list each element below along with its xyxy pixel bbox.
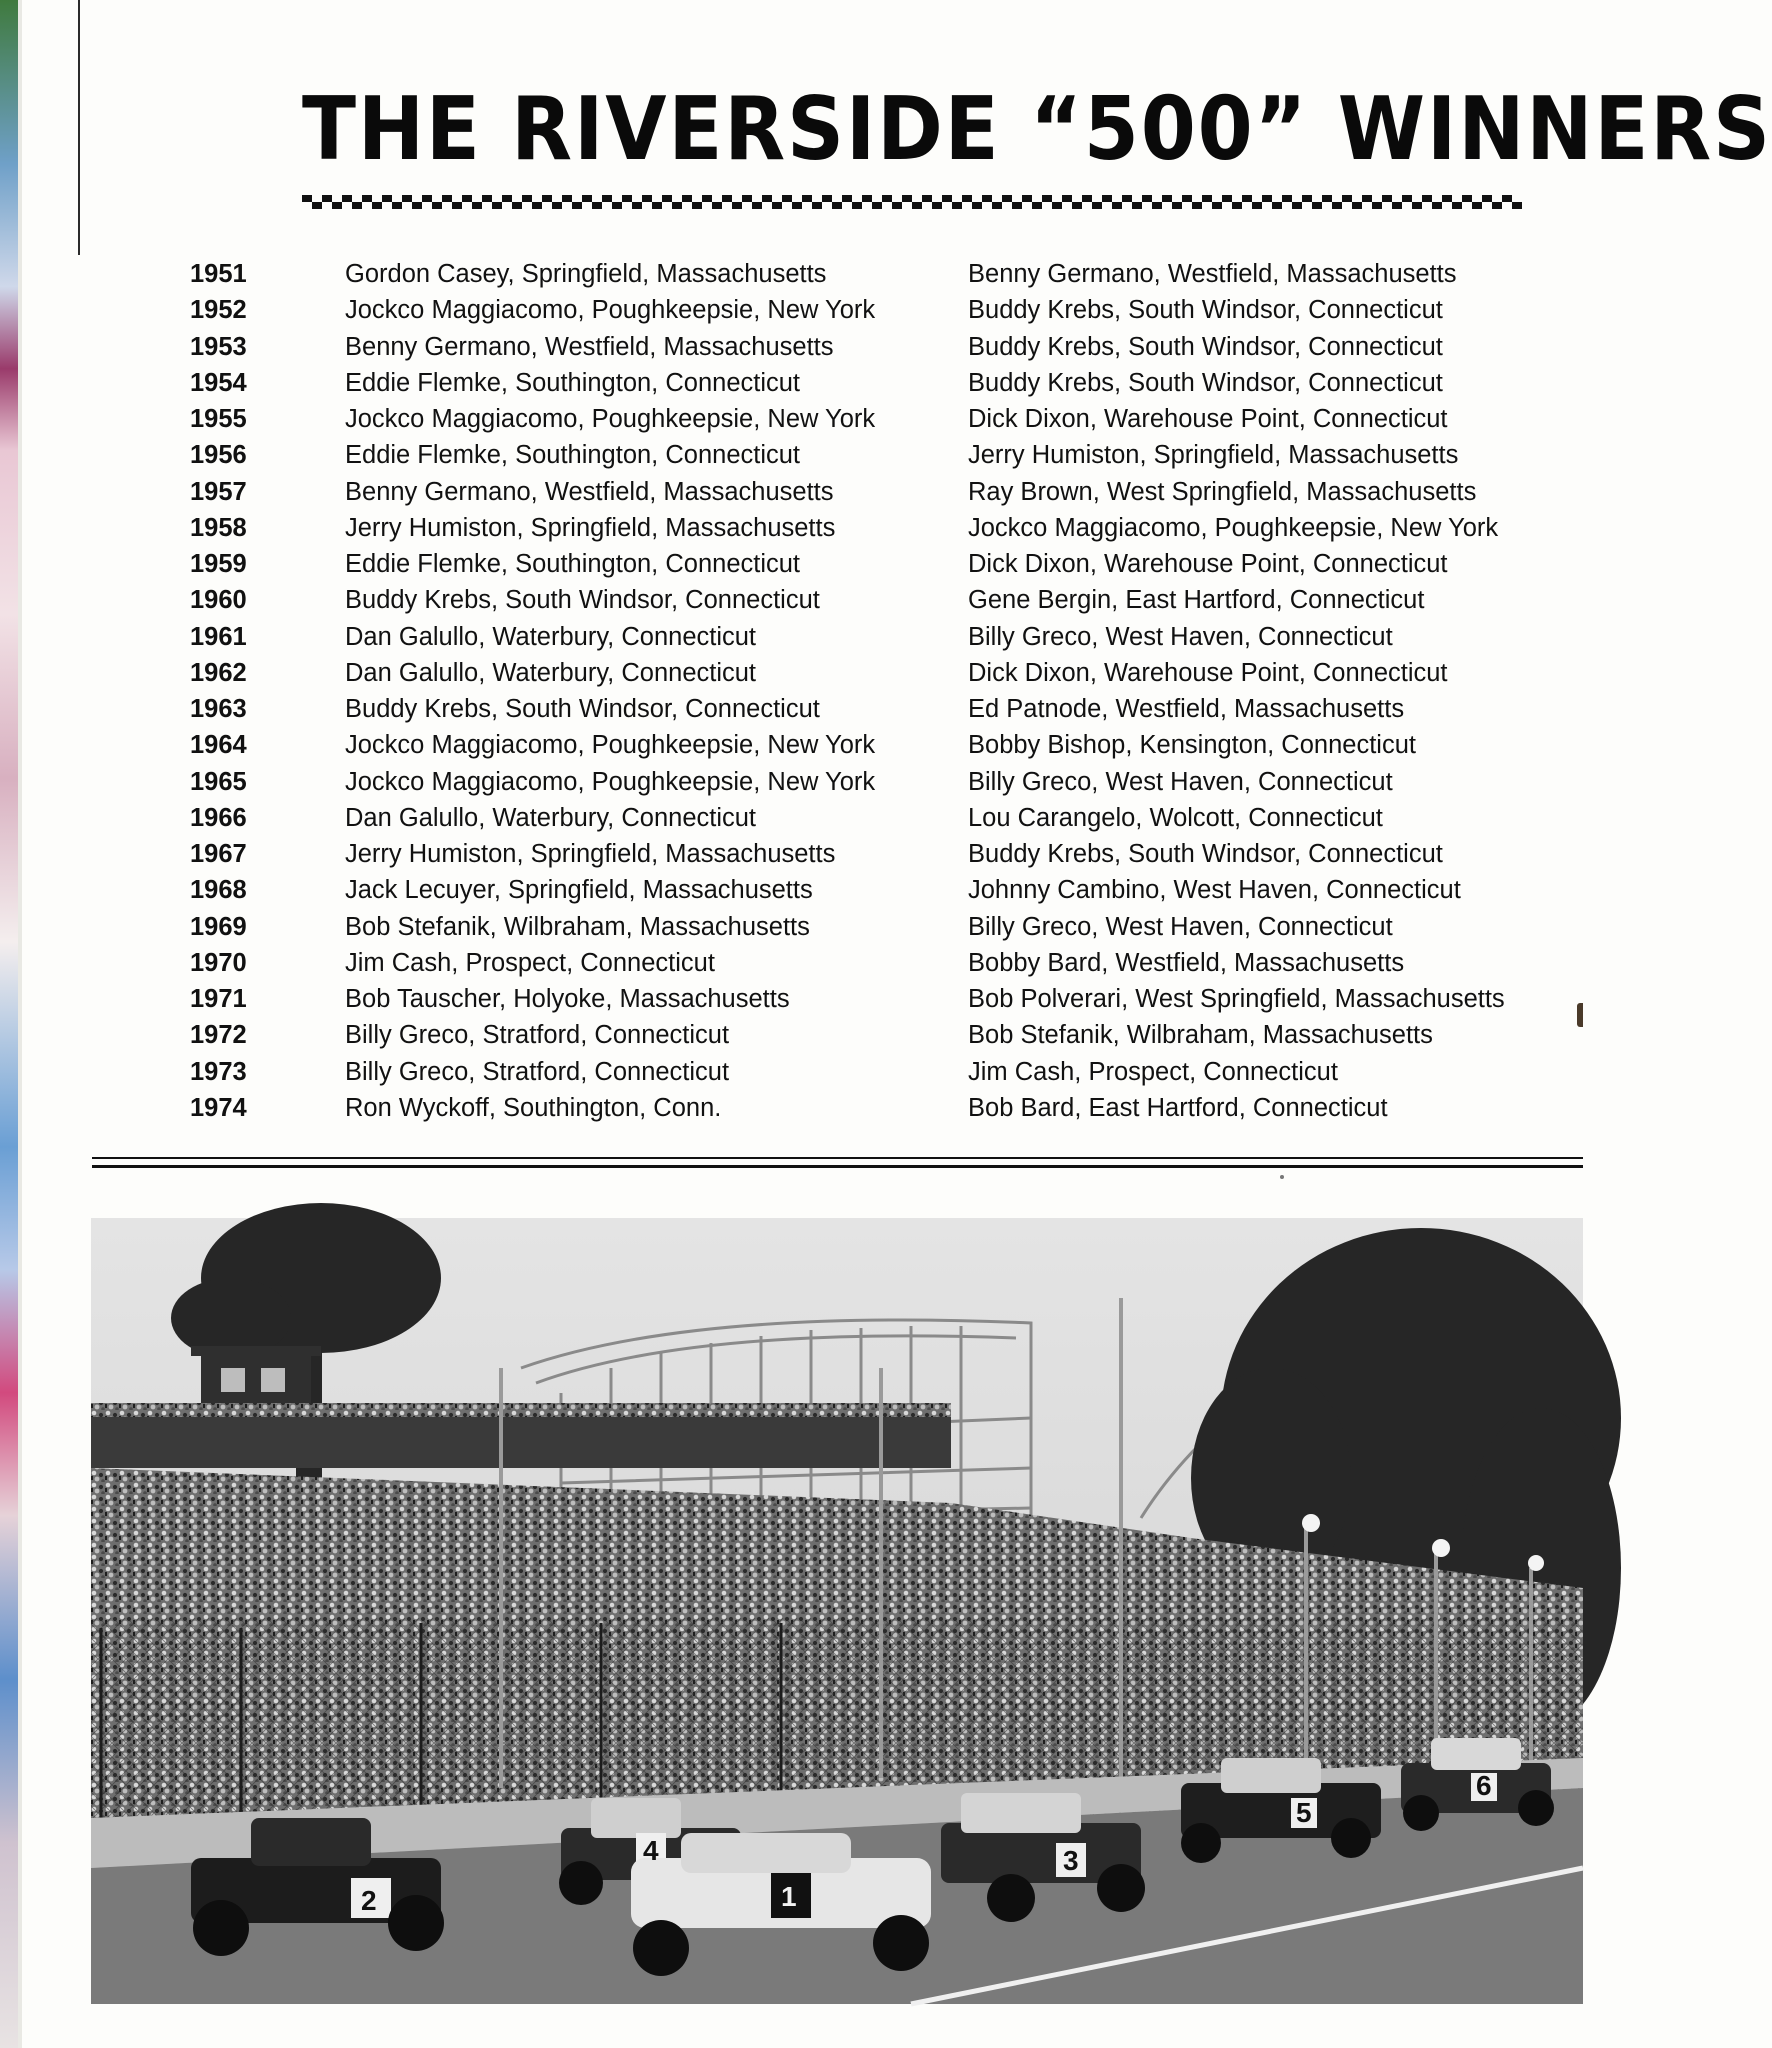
divider-rule-thin [92,1157,1583,1159]
race-year: 1968 [190,876,247,905]
upper-walkway [91,1413,951,1468]
winner-column-1: Benny Germano, Westfield, Massachusetts [345,477,834,506]
race-year: 1958 [190,513,247,542]
car-number: 4 [643,1835,659,1866]
winner-row [0,945,1583,981]
winner-column-1: Benny Germano, Westfield, Massachusetts [345,332,834,361]
car-number: 2 [361,1885,377,1916]
winner-column-2: Bobby Bishop, Kensington, Connecticut [968,731,1416,760]
race-year: 1951 [190,260,247,288]
checkered-flag-divider [302,195,1522,209]
winner-column-2: Buddy Krebs, South Windsor, Connecticut [968,332,1443,361]
winner-column-1: Jim Cash, Prospect, Connecticut [345,948,715,977]
winner-row [0,256,1583,292]
winner-column-1: Dan Galullo, Waterbury, Connecticut [345,803,757,832]
winner-column-2: Jim Cash, Prospect, Connecticut [968,1057,1338,1086]
winner-row [0,365,1583,401]
winner-column-2: Dick Dixon, Warehouse Point, Connecticut [968,550,1448,578]
winner-row [0,619,1583,655]
winner-column-1: Dan Galullo, Waterbury, Connecticut [345,658,757,687]
winner-row [0,909,1583,945]
print-speck [1280,1175,1284,1179]
winner-row [0,764,1583,800]
race-year: 1961 [190,622,247,651]
race-year: 1974 [190,1093,247,1122]
winner-column-2: Jerry Humiston, Springfield, Massachusetts [968,441,1459,470]
divider-rule-thick [92,1165,1583,1168]
race-year: 1960 [190,586,247,615]
winner-row [0,510,1583,546]
race-year: 1967 [190,840,247,868]
race-year: 1954 [190,368,247,397]
winner-row [0,546,1583,582]
race-year: 1953 [190,332,247,361]
winner-column-2: Buddy Krebs, South Windsor, Connecticut [968,840,1443,868]
winner-column-1: Bob Tauscher, Holyoke, Massachusetts [345,985,790,1013]
car-number: 3 [1063,1845,1079,1876]
page-edge-nick [1577,1003,1583,1027]
car-number: 1 [781,1881,797,1912]
winner-column-1: Jack Lecuyer, Springfield, Massachusetts [345,876,813,905]
winner-column-1: Ron Wyckoff, Southington, Conn. [345,1093,722,1122]
winner-row [0,582,1583,618]
race-year: 1972 [190,1021,247,1050]
winner-column-2: Bob Stefanik, Wilbraham, Massachusetts [968,1021,1433,1050]
winner-column-2: Jockco Maggiacomo, Poughkeepsie, New York [968,513,1499,542]
winner-column-2: Lou Carangelo, Wolcott, Connecticut [968,803,1383,832]
race-year: 1971 [190,985,247,1013]
winner-column-1: Jockco Maggiacomo, Poughkeepsie, New York [345,731,876,760]
winner-row [0,1017,1583,1053]
winner-column-1: Billy Greco, Stratford, Connecticut [345,1057,730,1086]
car-number: 5 [1296,1797,1312,1828]
winner-column-2: Benny Germano, Westfield, Massachusetts [968,260,1457,288]
winner-column-2: Ray Brown, West Springfield, Massachusetts [968,477,1477,506]
winner-column-1: Eddie Flemke, Southington, Connecticut [345,550,801,578]
race-year: 1956 [190,441,247,470]
spine-line [78,0,80,255]
winner-row [0,981,1583,1017]
winner-column-2: Bob Bard, East Hartford, Connecticut [968,1093,1388,1122]
winner-column-2: Johnny Cambino, West Haven, Connecticut [968,876,1461,905]
winner-column-2: Billy Greco, West Haven, Connecticut [968,912,1393,941]
winner-column-1: Eddie Flemke, Southington, Connecticut [345,441,801,470]
winner-column-1: Billy Greco, Stratford, Connecticut [345,1021,730,1050]
race-year: 1973 [190,1057,247,1086]
winner-column-1: Jockco Maggiacomo, Poughkeepsie, New York [345,296,876,325]
winner-column-2: Buddy Krebs, South Windsor, Connecticut [968,296,1443,325]
page-title: THE RIVERSIDE “500” WINNERS [302,78,1772,180]
winner-row [0,1054,1583,1090]
winner-column-1: Gordon Casey, Springfield, Massachusetts [345,260,827,288]
race-year: 1966 [190,803,247,832]
race-start-photo [91,1218,1583,2004]
winner-column-1: Jerry Humiston, Springfield, Massachusetts [345,840,836,868]
winners-table [0,256,1583,1126]
winner-column-1: Eddie Flemke, Southington, Connecticut [345,368,801,397]
winner-column-2: Gene Bergin, East Hartford, Connecticut [968,586,1425,615]
winner-column-2: Ed Patnode, Westfield, Massachusetts [968,695,1405,723]
winner-row [0,437,1583,473]
winner-column-1: Jerry Humiston, Springfield, Massachusetts [345,513,836,542]
race-year: 1955 [190,405,247,433]
race-year: 1963 [190,695,247,723]
race-year: 1962 [190,658,247,687]
winner-row [0,474,1583,510]
winner-row [0,691,1583,727]
race-year: 1952 [190,296,247,325]
winner-column-1: Jockco Maggiacomo, Poughkeepsie, New York [345,405,876,433]
race-year: 1970 [190,948,247,977]
winner-row [0,655,1583,691]
winner-row [0,292,1583,328]
race-year: 1959 [190,550,247,578]
car-number: 6 [1476,1770,1492,1801]
winner-column-2: Bobby Bard, Westfield, Massachusetts [968,948,1405,977]
winner-column-2: Billy Greco, West Haven, Connecticut [968,767,1393,796]
race-year: 1964 [190,731,247,760]
winner-row [0,872,1583,908]
winner-column-2: Buddy Krebs, South Windsor, Connecticut [968,368,1443,397]
race-year: 1957 [190,477,247,506]
winner-row [0,1090,1583,1126]
winner-column-1: Buddy Krebs, South Windsor, Connecticut [345,586,820,615]
race-year: 1969 [190,912,247,941]
winner-row [0,329,1583,365]
winner-column-1: Buddy Krebs, South Windsor, Connecticut [345,695,820,723]
winner-row [0,836,1583,872]
winner-column-2: Dick Dixon, Warehouse Point, Connecticut [968,658,1448,687]
winner-column-2: Billy Greco, West Haven, Connecticut [968,622,1393,651]
winner-column-1: Dan Galullo, Waterbury, Connecticut [345,622,757,651]
winner-column-1: Bob Stefanik, Wilbraham, Massachusetts [345,912,810,941]
winner-row [0,727,1583,763]
winner-column-2: Dick Dixon, Warehouse Point, Connecticut [968,405,1448,433]
winner-column-2: Bob Polverari, West Springfield, Massachusetts [968,985,1505,1013]
race-year: 1965 [190,767,247,796]
winner-row [0,800,1583,836]
winner-row [0,401,1583,437]
winner-column-1: Jockco Maggiacomo, Poughkeepsie, New York [345,767,876,796]
